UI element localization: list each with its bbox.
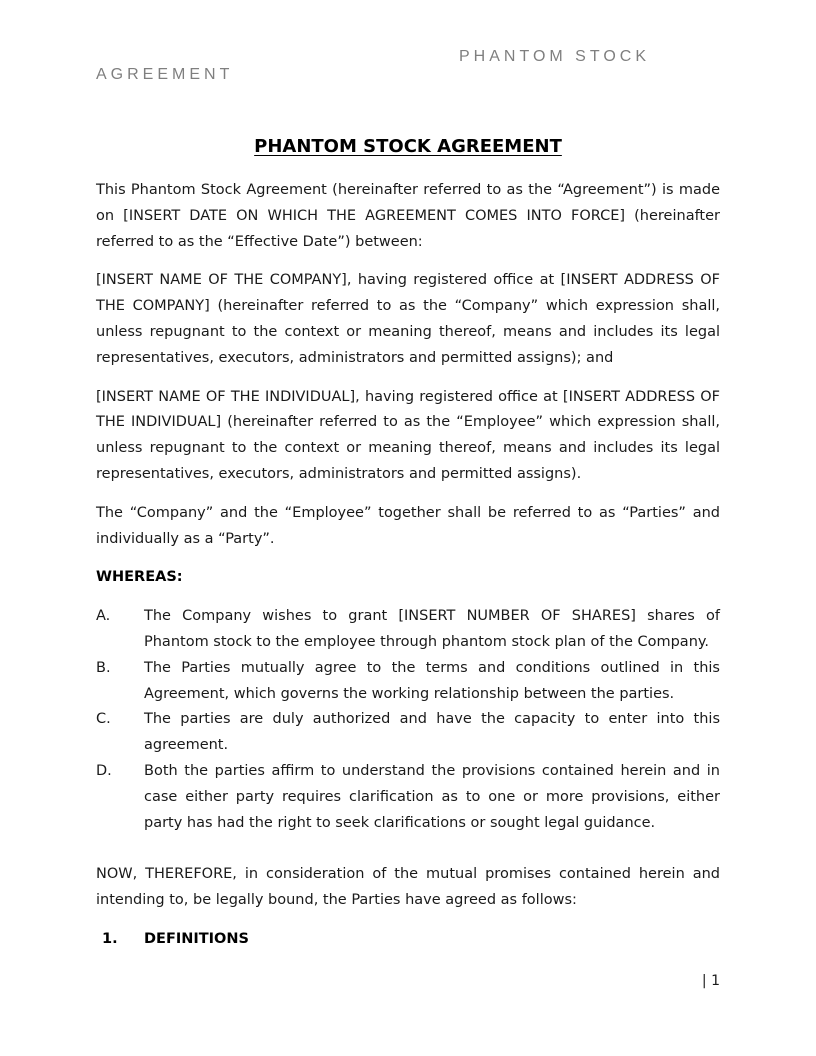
recital-item xyxy=(96,707,720,759)
whereas-heading: WHEREAS: xyxy=(96,569,183,586)
employee-party-paragraph: [INSERT NAME OF THE INDIVIDUAL], having registered office at [INSERT ADDRESS OF THE INDIVIDUAL] (hereinafter referred to as the “Employee” which expression shall, unless repugnant to the context or meaning thereof, means and includes its legal representatives, executors, administrators and permitted assigns). xyxy=(96,388,720,482)
intro-paragraph: This Phantom Stock Agreement (hereinafter referred to as the “Agreement”) is made on [INSERT DATE ON WHICH THE AGREEMENT COMES INTO FORCE] (hereinafter referred to as the “Effective Date”) between: xyxy=(96,182,720,250)
recital-marker: C. xyxy=(96,711,111,728)
recital-text: The parties are duly authorized and have the capacity to enter into this agreement. xyxy=(144,711,720,754)
section-number: 1. xyxy=(102,930,118,947)
section-title: DEFINITIONS xyxy=(144,930,249,947)
document-title: PHANTOM STOCK AGREEMENT xyxy=(254,136,562,157)
company-party-paragraph: [INSERT NAME OF THE COMPANY], having registered office at [INSERT ADDRESS OF THE COMPANY] (hereinafter referred to as the “Company” which expression shall, unless repugnant to the context or meaning thereof, means and includes its legal representatives, executors, administrators and permitted assigns); and xyxy=(96,272,720,366)
section-heading xyxy=(96,927,720,953)
spacer xyxy=(96,836,720,849)
now-therefore-paragraph: NOW, THEREFORE, in consideration of the mutual promises contained herein and intending to, be legally bound, the Parties have agreed as follows: xyxy=(96,866,720,909)
recital-marker: B. xyxy=(96,659,111,676)
recital-marker: D. xyxy=(96,762,112,779)
recital-text: The Company wishes to grant [INSERT NUMBER OF SHARES] shares of Phantom stock to the employee through phantom stock plan of the Company. xyxy=(144,608,720,650)
spacer xyxy=(96,849,720,862)
running-header-line1: PHANTOM STOCK xyxy=(459,48,650,65)
running-header-line2: AGREEMENT xyxy=(96,66,234,83)
recital-item xyxy=(96,759,720,836)
page-number: | 1 xyxy=(701,973,720,989)
parties-definition-paragraph: The “Company” and the “Employee” together shall be referred to as “Parties” and individually as a “Party”. xyxy=(96,504,720,547)
recital-item xyxy=(96,656,720,708)
document-body xyxy=(96,178,720,953)
recital-item xyxy=(96,604,720,656)
recital-marker: A. xyxy=(96,608,111,625)
recital-text: The Parties mutually agree to the terms and conditions outlined in this Agreement, which governs the working relationship between the parties. xyxy=(144,659,720,702)
recital-text: Both the parties affirm to understand the provisions contained herein and in case either party requires clarification as to one or more provisions, either party has had the right to seek clarifications or sought legal guidance. xyxy=(144,762,720,831)
